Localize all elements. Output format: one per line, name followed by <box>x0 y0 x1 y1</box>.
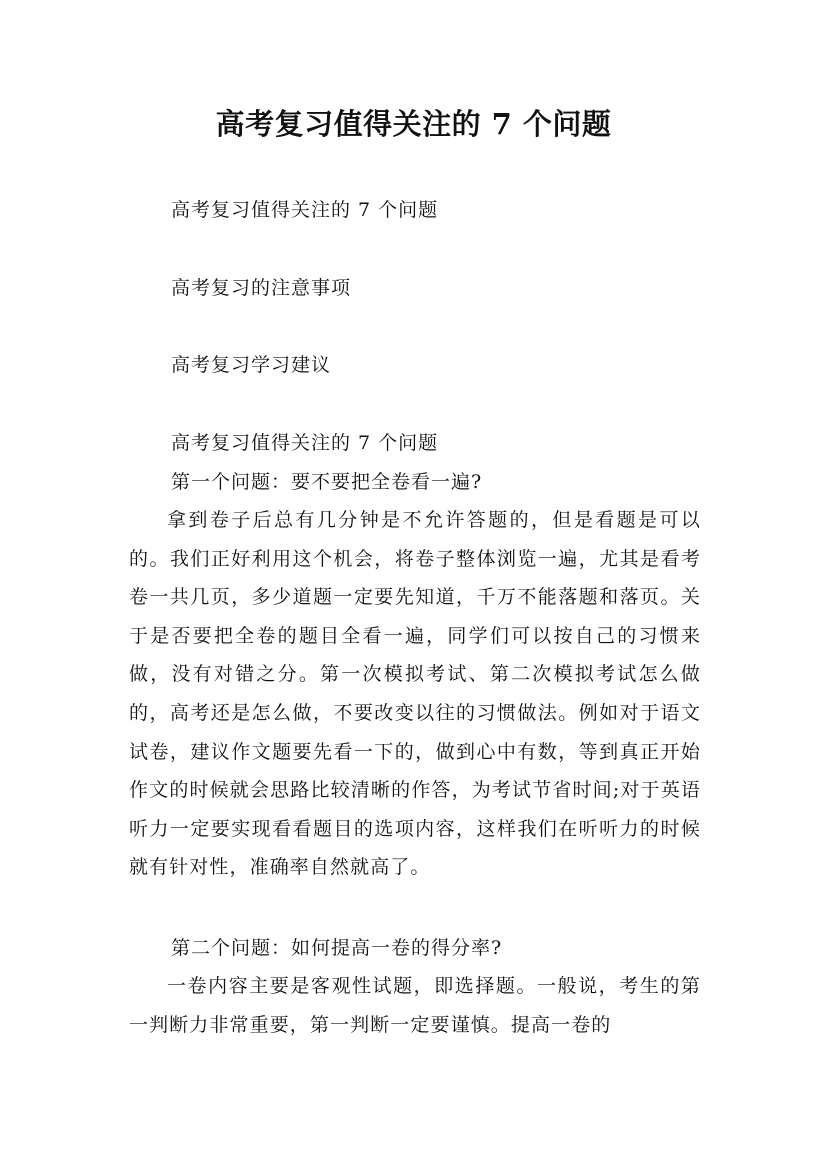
toc-item-2: 高考复习的注意事项 <box>171 277 352 299</box>
question-2-heading: 第二个问题：如何提高一卷的得分率? <box>171 937 503 959</box>
question-2-paragraph: 一卷内容主要是客观性试题，即选择题。一般说，考生的第一判断力非常重要，第一判断一定要谨慎。提高一卷的 <box>129 975 701 1036</box>
question-2-body <box>129 967 701 1044</box>
toc-item-3: 高考复习学习建议 <box>171 354 332 376</box>
toc-item-1: 高考复习值得关注的 7 个问题 <box>171 199 439 221</box>
question-1-body <box>129 501 701 887</box>
question-1-heading: 第一个问题：要不要把全卷看一遍? <box>171 471 483 493</box>
document-title: 高考复习值得关注的 7 个问题 <box>215 107 612 141</box>
section-title: 高考复习值得关注的 7 个问题 <box>171 432 439 454</box>
question-1-paragraph: 拿到卷子后总有几分钟是不允许答题的，但是看题是可以的。我们正好利用这个机会，将卷子整体浏览一遍，尤其是看考卷一共几页，多少道题一定要先知道，千万不能落题和落页。关于是否要把全卷的题目全看一遍，同学们可以按自己的习惯来做，没有对错之分。第一次模拟考试、第二次模拟考试怎么做的，高考还是怎么做，不要改变以往的习惯做法。例如对于语文试卷，建议作文题要先看一下的，做到心中有数，等到真正开始作文的时候就会思路比较清晰的作答，为考试节省时间;对于英语听力一定要实现看看题目的选项内容，这样我们在听听力的时候就有针对性，准确率自然就高了。 <box>129 509 701 879</box>
